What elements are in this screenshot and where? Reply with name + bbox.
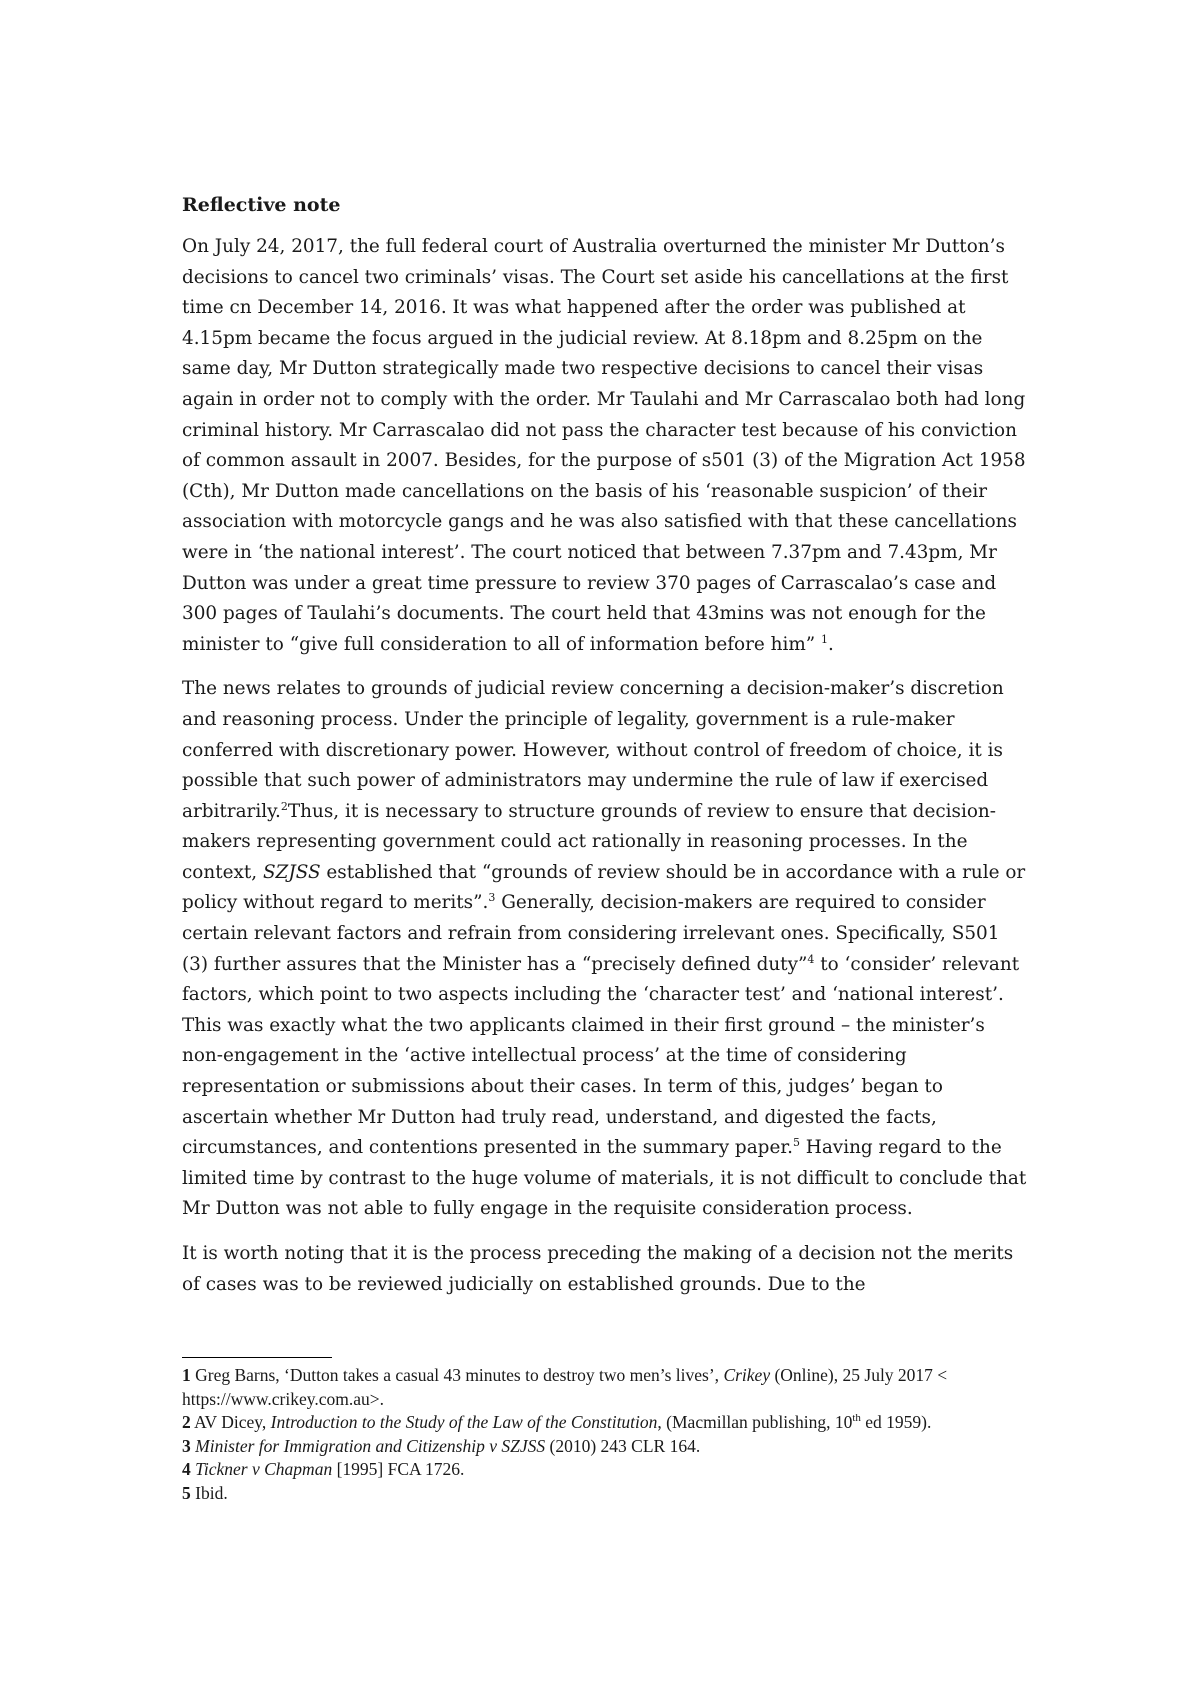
footnote-1-text-b: (Online), 25 July 2017 < https://www.crikey.com.au>. xyxy=(182,1365,948,1409)
footnote-3 xyxy=(182,1435,1028,1459)
footnote-4 xyxy=(182,1458,1028,1482)
footnote-5-text: Ibid. xyxy=(190,1482,228,1503)
paragraph-2-part-a: The news relates to grounds of judicial review concerning a decision-maker’s discretion and reasoning process. Under the principle of legality, government is a rule-maker conferred with discretionary power. However, without control of freedom of choice, it is possible that such power of administrators may undermine the rule of law if exercised arbitrarily. xyxy=(182,678,1004,822)
footnote-3-number: 3 xyxy=(182,1435,191,1456)
footnote-2-text-c: ed 1959). xyxy=(860,1412,932,1432)
footnote-ref-3[interactable]: 3 xyxy=(488,891,496,905)
footnote-3-text: (2010) 243 CLR 164. xyxy=(545,1435,701,1456)
paragraph-2 xyxy=(182,674,1028,1225)
paragraph-2-part-d: Generally, decision-makers are required to consider certain relevant factors and refrain from considering irrelevant ones. Specifically, S501 (3) further assures that the Minister has a “precisely defined duty” xyxy=(182,892,1000,975)
paragraph-2-part-b: Thus, it is necessary to structure grounds of review to ensure that decision-makers representing government could act rationally in reasoning processes. In the context, xyxy=(182,800,996,883)
footnote-2 xyxy=(182,1411,1028,1435)
footnote-ref-4[interactable]: 4 xyxy=(807,952,815,966)
paragraph-1-end: . xyxy=(828,633,834,655)
footnote-4-text: [1995] FCA 1726. xyxy=(332,1459,465,1479)
footnote-4-case-name: Tickner v Chapman xyxy=(195,1459,333,1479)
paragraph-3 xyxy=(182,1239,1028,1300)
footnote-1-number: 1 xyxy=(182,1365,191,1385)
paragraph-1 xyxy=(182,232,1028,660)
paragraph-2-part-c: established that “grounds of review should be in accordance with a rule or policy without regard to merits”. xyxy=(182,861,1026,914)
footnotes xyxy=(182,1364,1028,1505)
footnote-2-ordinal: th xyxy=(852,1412,861,1425)
footnote-1-text-a: Greg Barns, ‘Dutton takes a casual 43 minutes to destroy two men’s lives’, xyxy=(190,1365,724,1385)
document-body xyxy=(182,190,1028,1314)
footnote-2-text-a: AV Dicey, xyxy=(190,1412,271,1432)
footnote-2-number: 2 xyxy=(182,1412,191,1432)
footnote-5-number: 5 xyxy=(182,1482,191,1503)
paragraph-1-text: On July 24, 2017, the full federal court of Australia overturned the minister Mr Dutton’s decisions to cancel two criminals’ visas. The Court set aside his cancellations at the first time cn December 14, 2016. It was what happened after the order was published at 4.15pm became the focus argued in the judicial review. At 8.18pm and 8.25pm on the same day, Mr Dutton strategically made two respective decisions to cancel their visas again in order not to comply with the order. Mr Taulahi and Mr Carrascalao both had long criminal history. Mr Carrascalao did not pass the character test because of his conviction of common assault in 2007. Besides, for the purpose of s501 (3) of the Migration Act 1958 (Cth), Mr Dutton made cancellations on the basis of his ‘reasonable suspicion’ of their association with motorcycle gangs and he was also satisfied with that these cancellations were in ‘the national interest’. The court noticed that between 7.37pm and 7.43pm, Mr Dutton was under a great time pressure to review 370 pages of Carrascalao’s case and 300 pages of Taulahi’s documents. The court held that 43mins was not enough for the minister to “give full consideration to all of information before him” xyxy=(182,236,1026,655)
footnote-2-book-title: Introduction to the Study of the Law of the Constitution xyxy=(270,1412,658,1432)
footnote-ref-5[interactable]: 5 xyxy=(792,1136,800,1150)
paragraph-2-part-e: to ‘consider’ relevant factors, which point to two aspects including the ‘character test’ and ‘national interest’. This was exactly what the two applicants claimed in their first ground – the minister’s non-engagement in the ‘active intellectual process’ at the time of considering representation or submissions about their cases. In term of this, judges’ began to ascertain whether Mr Dutton had truly read, understand, and digested the facts, circumstances, and contentions presented in the summary paper. xyxy=(182,953,1020,1159)
footnote-1 xyxy=(182,1364,1028,1411)
footnote-5 xyxy=(182,1482,1028,1506)
paragraph-2-part-f: Having regard to the limited time by contrast to the huge volume of materials, it is not difficult to conclude that Mr Dutton was not able to fully engage in the requisite consideration process. xyxy=(182,1137,1027,1220)
footnote-separator xyxy=(182,1357,332,1358)
footnote-4-number: 4 xyxy=(182,1459,191,1479)
paragraph-3-text: It is worth noting that it is the process preceding the making of a decision not the merits of cases was to be reviewed judicially on established grounds. Due to the xyxy=(182,1243,1014,1295)
case-name-szjss: SZJSS xyxy=(262,861,321,883)
footnote-1-publication: Crikey xyxy=(723,1365,771,1385)
footnote-ref-2[interactable]: 2 xyxy=(280,799,288,813)
footnote-3-case-name: Minister for Immigration and Citizenship v SZJSS xyxy=(195,1435,546,1456)
document-title: Reflective note xyxy=(182,194,341,216)
footnote-2-text-b: , (Macmillan publishing, 10 xyxy=(657,1412,853,1432)
footnote-ref-1[interactable]: 1 xyxy=(821,632,829,646)
